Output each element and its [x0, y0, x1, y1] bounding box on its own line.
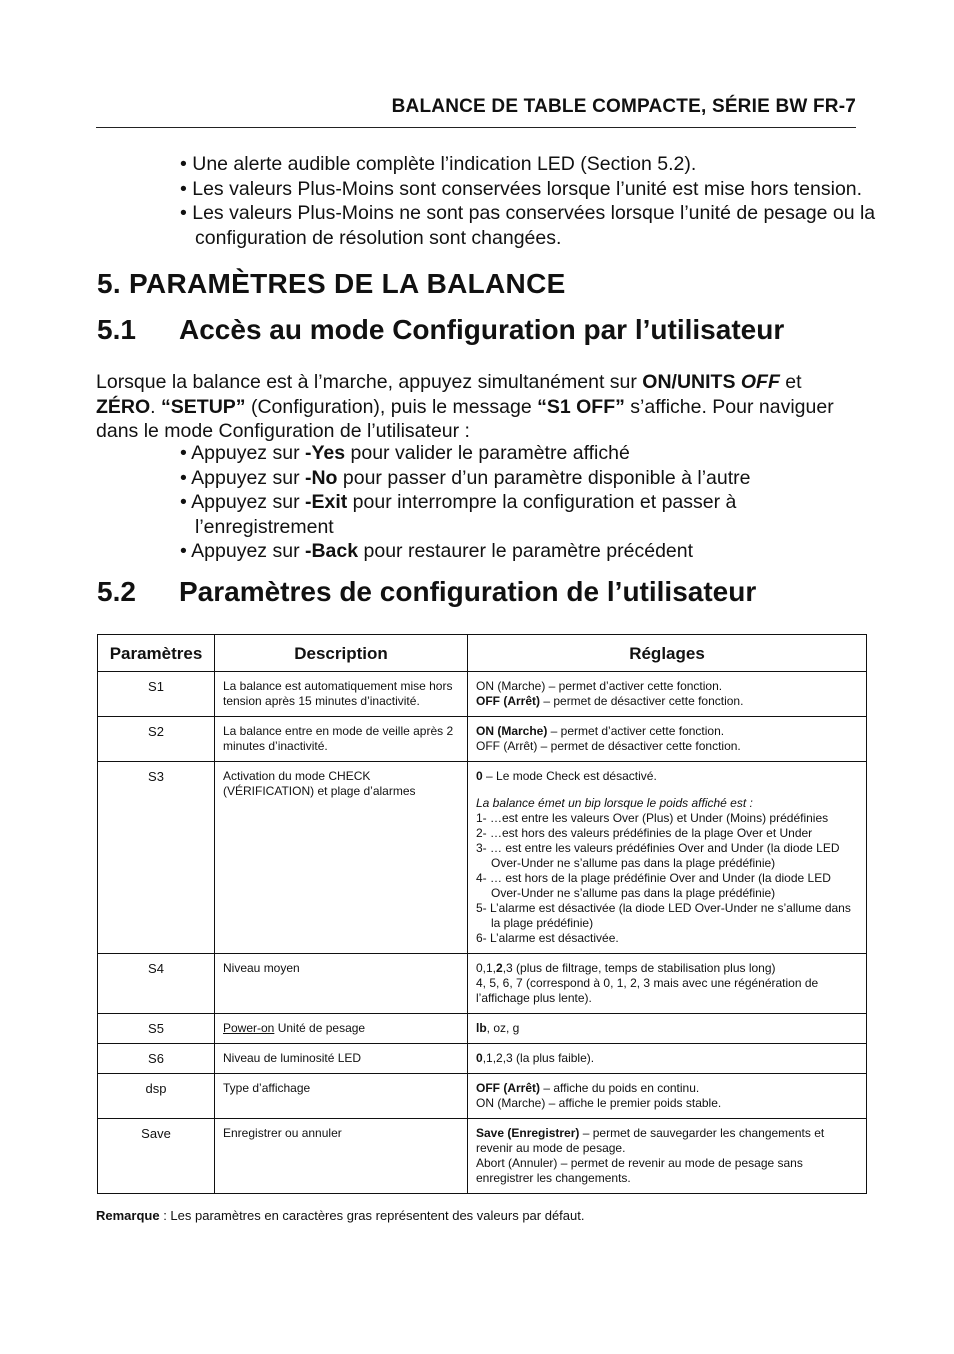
column-header: Description: [215, 635, 468, 672]
table-row: [98, 762, 867, 954]
list-item: • Appuyez sur -Back pour restaurer le paramètre précédent: [180, 540, 694, 562]
text-run: .: [150, 395, 162, 418]
text-run: Lorsque la balance est à l’marche, appuyez simultanément sur: [96, 371, 643, 393]
navigation-bullet-list: [180, 441, 820, 564]
column-header: Paramètres: [98, 635, 215, 672]
settings-cell: ON (Marche) – permet d’activer cette fonction. OFF (Arrêt) – permet de désactiver cette fonction.: [468, 672, 867, 717]
description-cell: La balance est automatiquement mise hors tension après 15 minutes d’inactivité.: [215, 672, 468, 717]
intro-paragraph: [96, 370, 866, 444]
list-item: • Appuyez sur -Exit pour interrompre la configuration et passer à l’enregistrement: [180, 491, 737, 538]
list-item: • Les valeurs Plus-Moins sont conservées lorsque l’unité est mise hors tension.: [180, 177, 863, 200]
list-item: • Appuyez sur -No pour passer d’un paramètre disponible à l’autre: [180, 466, 751, 489]
table-row: [98, 717, 867, 762]
section-number: 5.1: [97, 314, 136, 345]
text-run: et: [779, 371, 802, 393]
settings-cell: Save (Enregistrer) – permet de sauvegarder les changements et revenir au mode de pesage. Abort (Annuler) – permet de revenir au mode de pesage sans enregistrer les changements.: [468, 1119, 867, 1194]
footnote-text: : Les paramètres en caractères gras représentent des valeurs par défaut.: [159, 1208, 585, 1223]
text-run: (Configuration), puis le message: [245, 395, 538, 418]
table-row: [98, 954, 867, 1014]
header-rule: [96, 127, 856, 128]
settings-cell: 0,1,2,3 (plus de filtrage, temps de stabilisation plus long) 4, 5, 6, 7 (correspond à 0, 1, 2, 3 mais avec une régénération de l’affichage plus lente).: [468, 954, 867, 1014]
text-run: s’affiche. Pour naviguer dans le mode Configuration de l’utilisateur :: [96, 395, 834, 442]
list-item: • Les valeurs Plus-Moins ne sont pas conservées lorsque l’unité de pesage ou la configuration de résolution sont changées.: [180, 202, 876, 249]
section-title: Accès au mode Configuration par l’utilisateur: [179, 314, 785, 345]
param-cell: S6: [98, 1044, 215, 1074]
table-row: [98, 1014, 867, 1044]
section-5-2-heading: [97, 576, 756, 608]
settings-cell: OFF (Arrêt) – affiche du poids en continu. ON (Marche) – affiche le premier poids stable.: [468, 1074, 867, 1119]
description-cell: Type d’affichage: [215, 1074, 468, 1119]
list-item: • Une alerte audible complète l’indication LED (Section 5.2).: [180, 153, 697, 175]
footnote-label: Remarque: [96, 1208, 160, 1223]
key-on-units: ON/UNITS: [642, 371, 741, 393]
running-header: BALANCE DE TABLE COMPACTE, SÉRIE BW FR-7: [391, 96, 856, 117]
parameters-table: [97, 634, 867, 1194]
description-cell: Activation du mode CHECK (VÉRIFICATION) et plage d’alarmes: [215, 762, 468, 954]
intro-bullet-list: [180, 152, 880, 250]
description-cell: Power-on Unité de pesage: [215, 1014, 468, 1044]
list-item: • Appuyez sur -Yes pour valider le paramètre affiché: [180, 442, 630, 464]
settings-cell: lb, oz, g: [468, 1014, 867, 1044]
settings-cell: 0 – Le mode Check est désactivé. La balance émet un bip lorsque le poids affiché est : 1- …est entre les valeurs Over (Plus) et Under (Moins) prédéfinies 2- …est hors des valeurs prédéfinies de la plage Over et Under 3- … est entre les valeurs prédéfinies Over and Under (la diode LED Over-Under ne s’allume pas dans la plage prédéfinie) 4- … est hors de la plage prédéfinie Over and Under (la diode LED Over-Under ne s’allume pas dans la plage prédéfinie) 5- L’alarme est désactivée (la diode LED Over-Under ne s’allume dans la plage prédéfinie) 6- L’alarme est désactivée.: [468, 762, 867, 954]
table-row: [98, 1074, 867, 1119]
settings-cell: ON (Marche) – permet d’activer cette fonction. OFF (Arrêt) – permet de désactiver cette fonction.: [468, 717, 867, 762]
param-cell: S3: [98, 762, 215, 954]
s1-off-label: “S1 OFF”: [537, 395, 625, 418]
key-zero: ZÉRO: [96, 395, 151, 418]
param-cell: S2: [98, 717, 215, 762]
table-row: [98, 672, 867, 717]
table-header-row: [98, 635, 867, 672]
key-off: OFF: [740, 371, 780, 393]
param-cell: S4: [98, 954, 215, 1014]
param-cell: S1: [98, 672, 215, 717]
description-cell: La balance entre en mode de veille après 2 minutes d’inactivité.: [215, 717, 468, 762]
section-5-1-heading: [97, 314, 784, 346]
table-row: [98, 1044, 867, 1074]
section-title: Paramètres de configuration de l’utilisateur: [179, 576, 757, 607]
description-cell: Enregistrer ou annuler: [215, 1119, 468, 1194]
table-row: [98, 1119, 867, 1194]
description-cell: Niveau de luminosité LED: [215, 1044, 468, 1074]
param-cell: S5: [98, 1014, 215, 1044]
section-5-heading: 5. PARAMÈTRES DE LA BALANCE: [97, 268, 566, 299]
column-header: Réglages: [468, 635, 867, 672]
description-cell: Niveau moyen: [215, 954, 468, 1014]
setup-label: “SETUP”: [161, 395, 246, 418]
settings-cell: 0,1,2,3 (la plus faible).: [468, 1044, 867, 1074]
footnote: [96, 1208, 584, 1223]
section-number: 5.2: [97, 576, 136, 607]
param-cell: Save: [98, 1119, 215, 1194]
param-cell: dsp: [98, 1074, 215, 1119]
